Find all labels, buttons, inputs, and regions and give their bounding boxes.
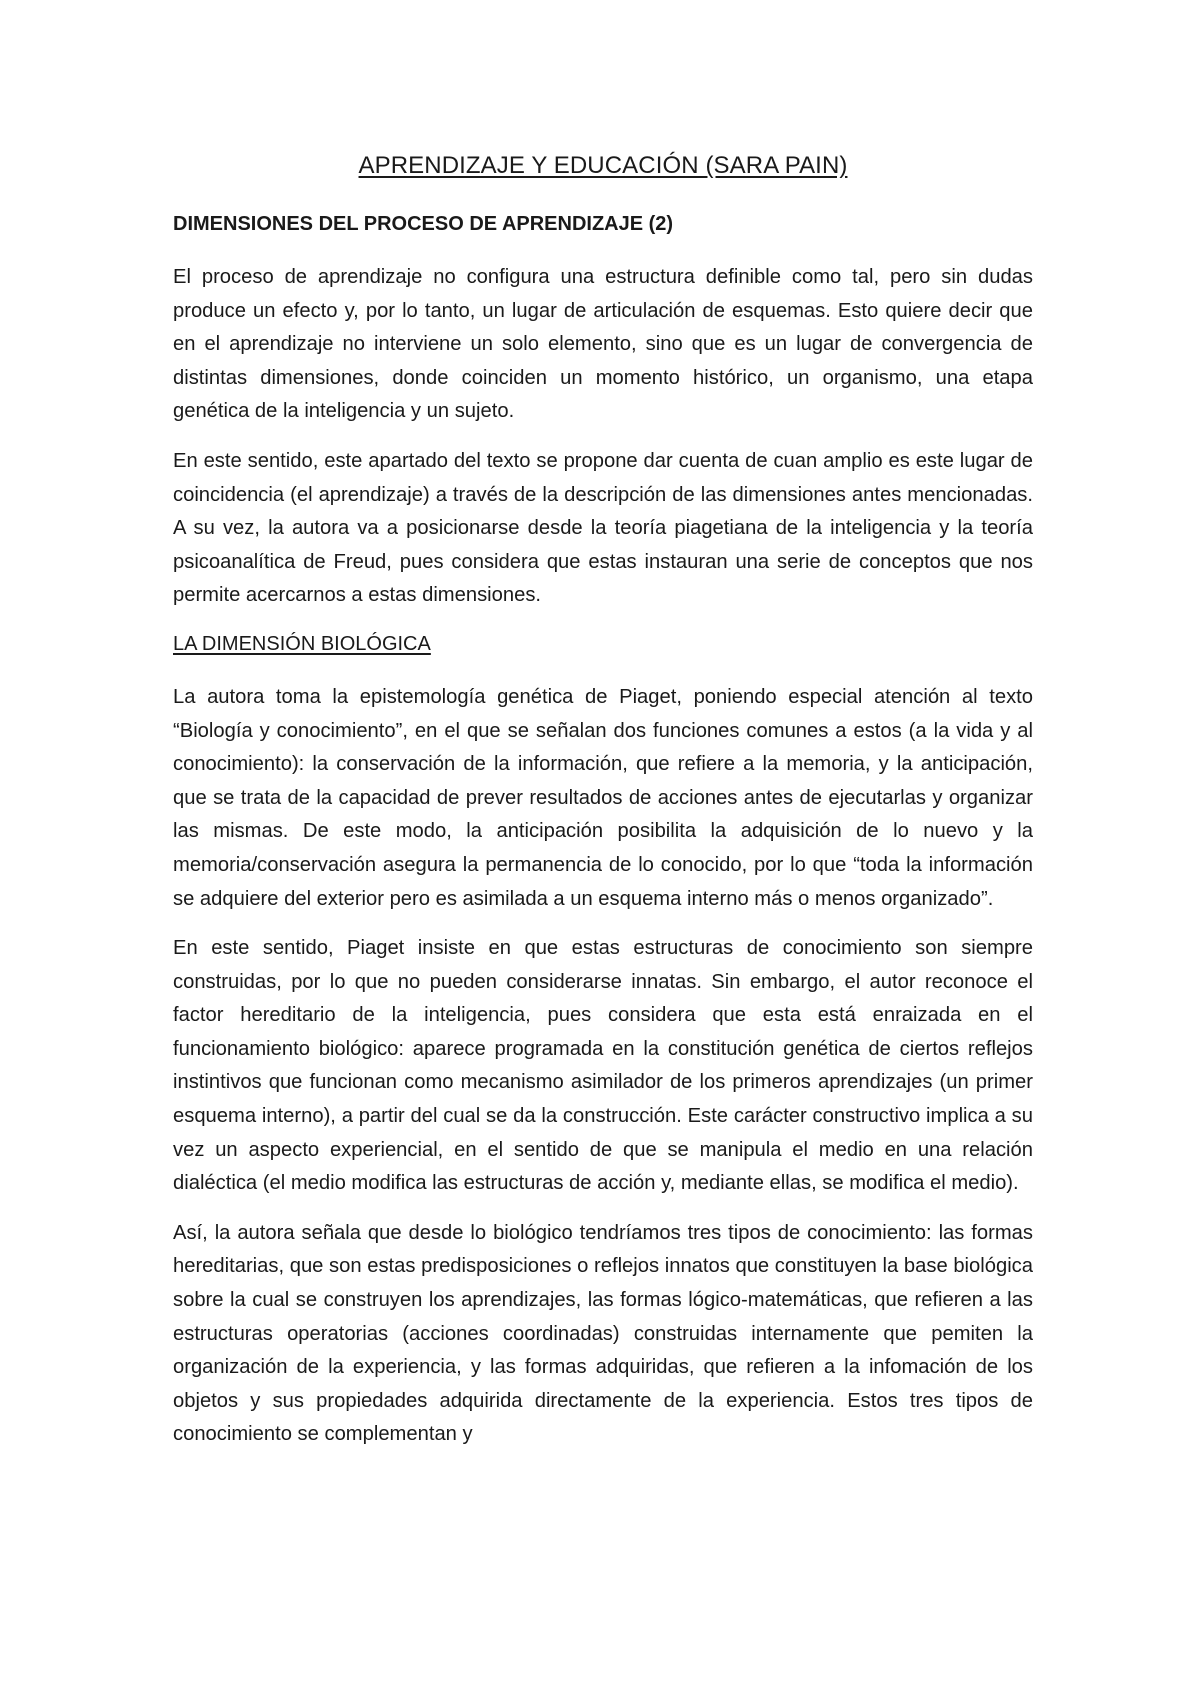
document-content [173, 150, 1033, 1468]
paragraph: En este sentido, este apartado del texto se propone dar cuenta de cuan amplio es este lugar de coincidencia (el aprendizaje) a través de la descripción de las dimensiones antes mencionadas. A su vez, la autora va a posicionarse desde la teoría piagetiana de la inteligencia y la teoría psicoanalítica de Freud, pues considera que estas instauran una serie de conceptos que nos permite acercarnos a estas dimensiones. [173, 449, 1033, 607]
paragraph: En este sentido, Piaget insiste en que estas estructuras de conocimiento son siempre construidas, por lo que no pueden considerarse innatas. Sin embargo, el autor reconoce el factor hereditario de la inteligencia, pues considera que esta está enraizada en el funcionamiento biológico: aparece programada en la constitución genética de ciertos reflejos instintivos que funcionan como mecanismo asimilador de los primeros aprendizajes (un primer esquema interno), a partir del cual se da la construcción. Este carácter constructivo implica a su vez un aspecto experiencial, en el sentido de que se manipula el medio en una relación dialéctica (el medio modifica las estructuras de acción y, mediante ellas, se modifica el medio). [173, 937, 1033, 1195]
paragraph: La autora toma la epistemología genética de Piaget, poniendo especial atención al texto “Biología y conocimiento”, en el que se señalan dos funciones comunes a estos (a la vida y al conocimiento): la conservación de la información, que refiere a la memoria, y la anticipación, que se trata de la capacidad de prever resultados de acciones antes de ejecutarlas y organizar las mismas. De este modo, la anticipación posibilita la adquisición de lo nuevo y la memoria/conservación asegura la permanencia de lo conocido, por lo que “toda la información se adquiere del exterior pero es asimilada a un esquema interno más o menos organizado”. [173, 685, 1033, 910]
section-heading-dimensiones: DIMENSIONES DEL PROCESO DE APRENDIZAJE (2) [173, 213, 674, 235]
paragraph: El proceso de aprendizaje no configura una estructura definible como tal, pero sin dudas produce un efecto y, por lo tanto, un lugar de articulación de esquemas. Esto quiere decir que en el aprendizaje no interviene un solo elemento, sino que es un lugar de convergencia de distintas dimensiones, donde coinciden un momento histórico, un organismo, una etapa genética de la inteligencia y un sujeto. [173, 266, 1033, 423]
document-title: APRENDIZAJE Y EDUCACIÓN (SARA PAIN) [358, 152, 848, 179]
section-heading-dimension-biologica: LA DIMENSIÓN BIOLÓGICA [173, 632, 431, 655]
paragraph: Así, la autora señala que desde lo biológico tendríamos tres tipos de conocimiento: las formas hereditarias, que son estas predisposiciones o reflejos innatos que constituyen la base biológica sobre la cual se construyen los aprendizajes, las formas lógico-matemáticas, que refieren a las estructuras operatorias (acciones coordinadas) construidas internamente que pemiten la organización de la experiencia, y las formas adquiridas, que refieren a la infomación de los objetos y sus propiedades adquirida directamente de la experiencia. Estos tres tipos de conocimiento se complementan y [173, 1221, 1033, 1446]
